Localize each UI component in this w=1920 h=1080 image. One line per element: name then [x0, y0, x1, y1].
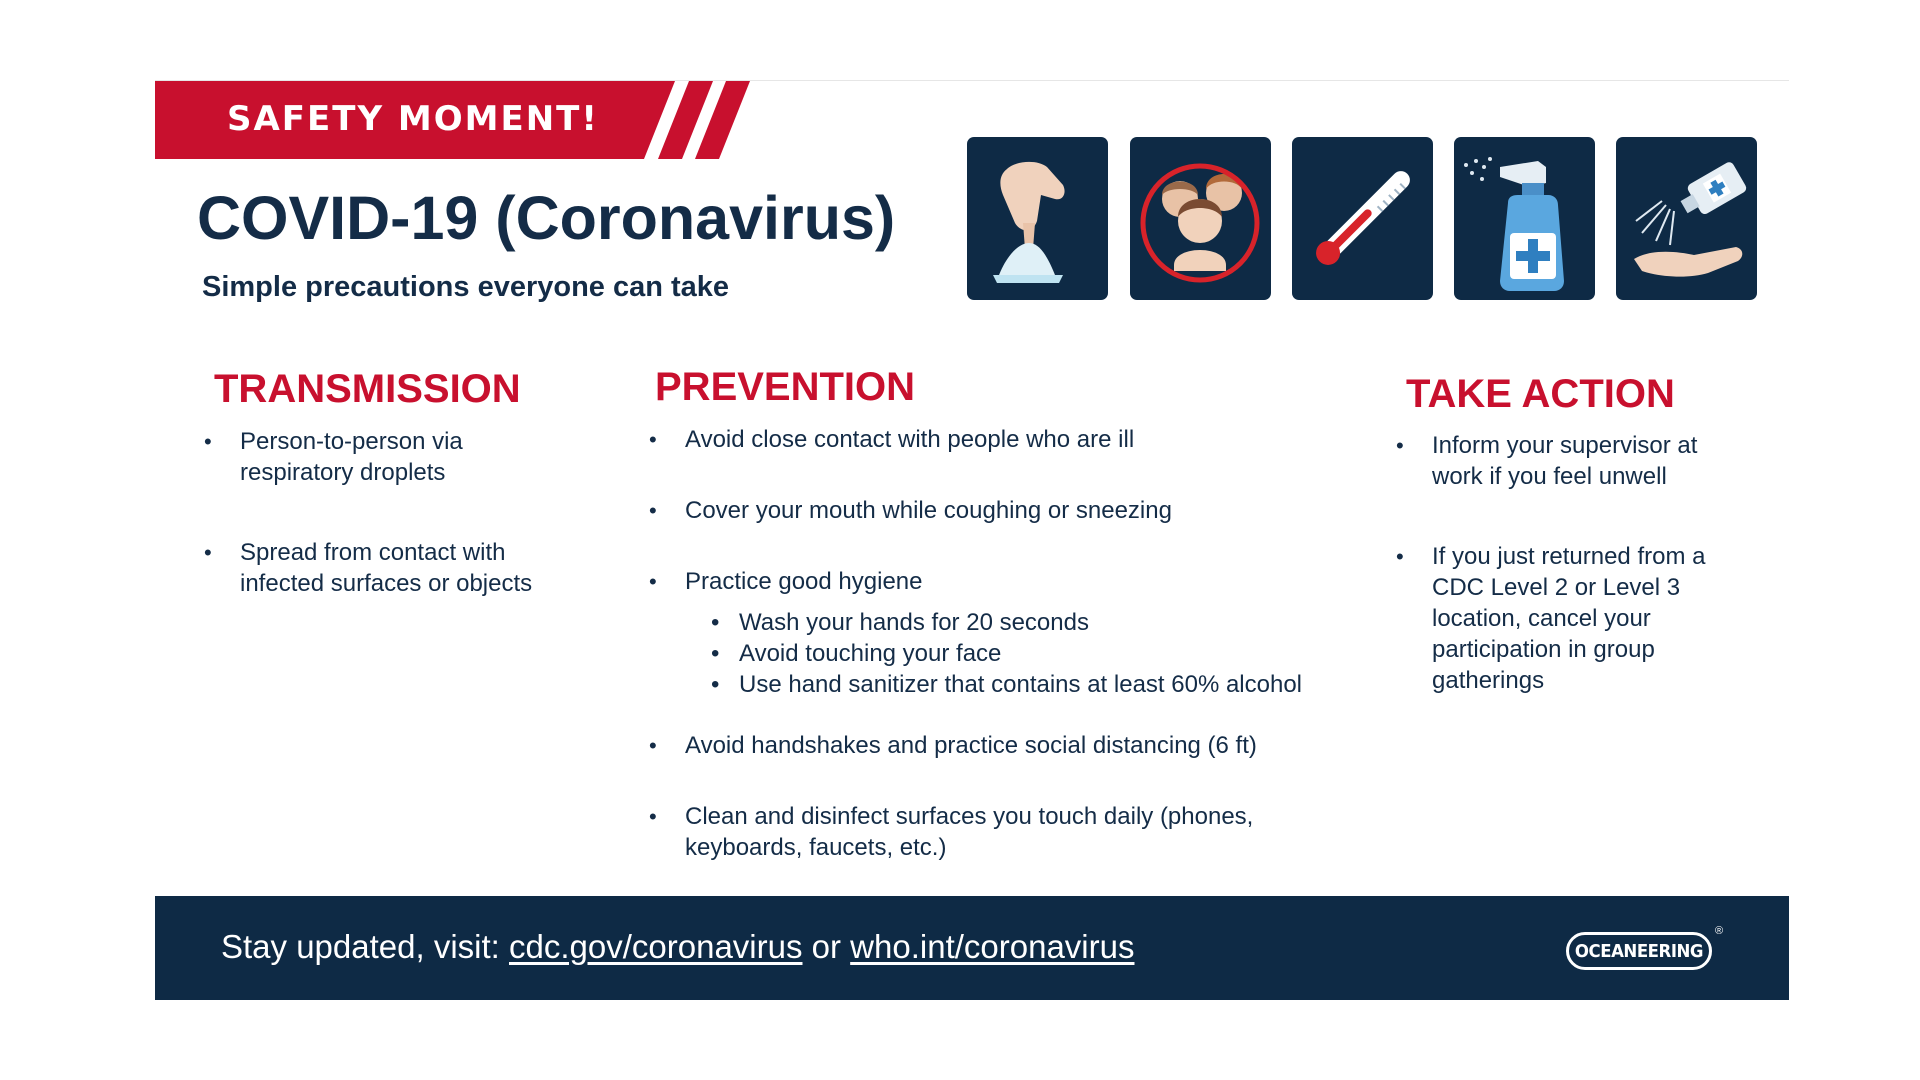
safety-moment-banner [155, 81, 750, 159]
thermometer-icon [1292, 137, 1433, 300]
list-item: • Inform your supervisor at work if you feel unwell [1396, 432, 1698, 490]
who-link[interactable]: who.int/coronavirus [850, 928, 1135, 965]
list-item: • If you just returned from a CDC Level 2 or Level 3 location, cancel your participation in group gatherings [1396, 543, 1706, 694]
bullet-icon: • [649, 804, 657, 829]
bullet-icon: • [711, 609, 720, 636]
bullet-icon: • [649, 733, 657, 758]
bullet-icon: • [711, 671, 720, 698]
take-action-heading: TAKE ACTION [1406, 372, 1675, 416]
hand-wipe-icon [967, 137, 1108, 300]
list-item: • Person-to-person via respiratory droplets [204, 428, 463, 486]
oceaneering-logo: OCEANEERING [1566, 932, 1712, 970]
list-item: • Spread from contact with infected surfaces or objects [204, 539, 533, 597]
list-item: • Avoid touching your face [711, 640, 1002, 667]
list-item: • Clean and disinfect surfaces you touch daily (phones, keyboards, faucets, etc.) [649, 803, 1254, 861]
registered-mark: ® [1715, 925, 1724, 937]
list-item: • Avoid handshakes and practice social distancing (6 ft) [649, 732, 1257, 759]
bullet-icon: • [649, 569, 657, 594]
cdc-link[interactable]: cdc.gov/coronavirus [509, 928, 803, 965]
list-item: • Cover your mouth while coughing or sneezing [649, 497, 1172, 524]
bullet-icon: • [204, 429, 212, 454]
page-subtitle: Simple precautions everyone can take [202, 271, 730, 303]
list-item: • Avoid close contact with people who are ill [649, 426, 1135, 453]
bullet-icon: • [204, 540, 212, 565]
stay-updated-text: Stay updated, visit: cdc.gov/coronavirus or who.int/coronavirus [221, 928, 1135, 965]
footer-bar [155, 896, 1789, 1000]
prevention-heading: PREVENTION [655, 365, 916, 409]
bullet-icon: • [711, 640, 720, 667]
bullet-icon: • [1396, 433, 1404, 458]
crowd-restricted-icon [1130, 137, 1271, 300]
page-title: COVID-19 (Coronavirus) [197, 184, 896, 252]
spray-bottle-icon [1454, 137, 1595, 300]
list-item: • Practice good hygiene [649, 568, 923, 595]
transmission-heading: TRANSMISSION [214, 367, 521, 411]
bullet-icon: • [1396, 544, 1404, 569]
hand-sanitizer-icon [1616, 137, 1757, 300]
banner-label: SAFETY MOMENT! [227, 99, 599, 139]
bullet-icon: • [649, 498, 657, 523]
bullet-icon: • [649, 427, 657, 452]
list-item: • Use hand sanitizer that contains at least 60% alcohol [711, 671, 1303, 698]
list-item: • Wash your hands for 20 seconds [711, 609, 1089, 636]
